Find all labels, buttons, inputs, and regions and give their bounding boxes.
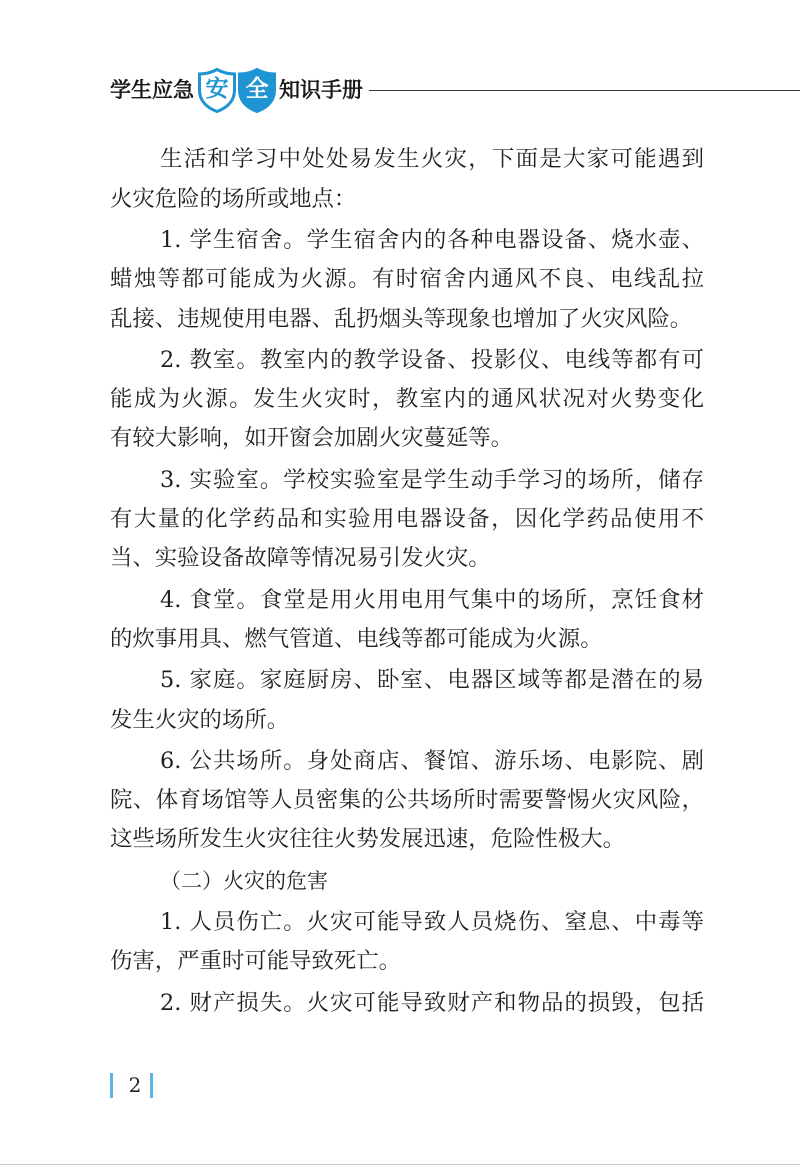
text-line: 院、体育场馆等人员密集的公共场所时需要警惕火灾风险， (110, 787, 704, 814)
text-line: 蜡烛等都可能成为火源。有时宿舍内通风不良、电线乱拉 (110, 266, 704, 293)
text-line: 2. 教室。教室内的教学设备、投影仪、电线等都有可 (160, 346, 704, 373)
paragraph-property-loss (110, 984, 704, 1023)
paragraph-classroom (110, 341, 704, 459)
section-subheading-wrap (110, 862, 704, 901)
text-line: 1. 人员伤亡。火灾可能导致人员烧伤、窒息、中毒等 (160, 909, 704, 936)
text-line: 1. 学生宿舍。学生宿舍内的各种电器设备、烧水壶、 (160, 226, 704, 253)
header-title-part-2: 知识手册 (279, 78, 363, 102)
text-line: 2. 财产损失。火灾可能导致财产和物品的损毁，包括 (160, 989, 704, 1016)
text-line: 有大量的化学药品和实验用电器设备，因化学药品使用不 (110, 506, 704, 533)
paragraph-public-places (110, 742, 704, 860)
shield-char-2: 全 (245, 76, 269, 102)
page-number-bar-left (110, 1073, 113, 1098)
text-line: 伤害，严重时可能导致死亡。 (110, 948, 402, 975)
text-line: 能成为火源。发生火灾时，教室内的通风状况对火势变化 (110, 386, 704, 413)
paragraph-canteen (110, 581, 704, 660)
paragraph-laboratory (110, 461, 704, 579)
text-line: 有较大影响，如开窗会加剧火灾蔓延等。 (110, 425, 514, 452)
text-line: 这些场所发生火灾往往火势发展迅速，危险性极大。 (110, 826, 625, 853)
page-number: 2 (128, 1073, 142, 1097)
text-line: 6. 公共场所。身处商店、餐馆、游乐场、电影院、剧 (160, 747, 704, 774)
text-line: 火灾危险的场所或地点： (110, 185, 357, 212)
shield-badge-quan (237, 67, 277, 113)
paragraph-intro (110, 140, 704, 219)
text-line: 当、实验设备故障等情况易引发火灾。 (110, 545, 491, 572)
page-number-bar-right (150, 1073, 153, 1098)
page-edge-line (0, 1164, 800, 1165)
paragraph-home (110, 661, 704, 740)
text-line: 乱接、违规使用电器、乱扔烟头等现象也增加了火灾风险。 (110, 305, 693, 332)
text-line: 5. 家庭。家庭厨房、卧室、电器区域等都是潜在的易 (160, 667, 704, 694)
text-line: 生活和学习中处处易发生火灾，下面是大家可能遇到 (160, 146, 704, 173)
body-text (110, 140, 704, 1023)
header-rule (369, 90, 800, 91)
paragraph-dormitory (110, 221, 704, 339)
header-title-part-1: 学生应急 (110, 78, 194, 102)
text-line: 发生火灾的场所。 (110, 706, 290, 733)
text-line: 的炊事用具、燃气管道、电线等都可能成为火源。 (110, 625, 603, 652)
shield-badge-an (197, 67, 237, 113)
shield-char-1: 安 (205, 76, 229, 102)
text-line: 3. 实验室。学校实验室是学生动手学习的场所，储存 (160, 466, 704, 493)
section-subheading: （二）火灾的危害 (160, 868, 328, 893)
text-line: 4. 食堂。食堂是用火用电用气集中的场所，烹饪食材 (160, 586, 704, 613)
paragraph-casualties (110, 903, 704, 982)
